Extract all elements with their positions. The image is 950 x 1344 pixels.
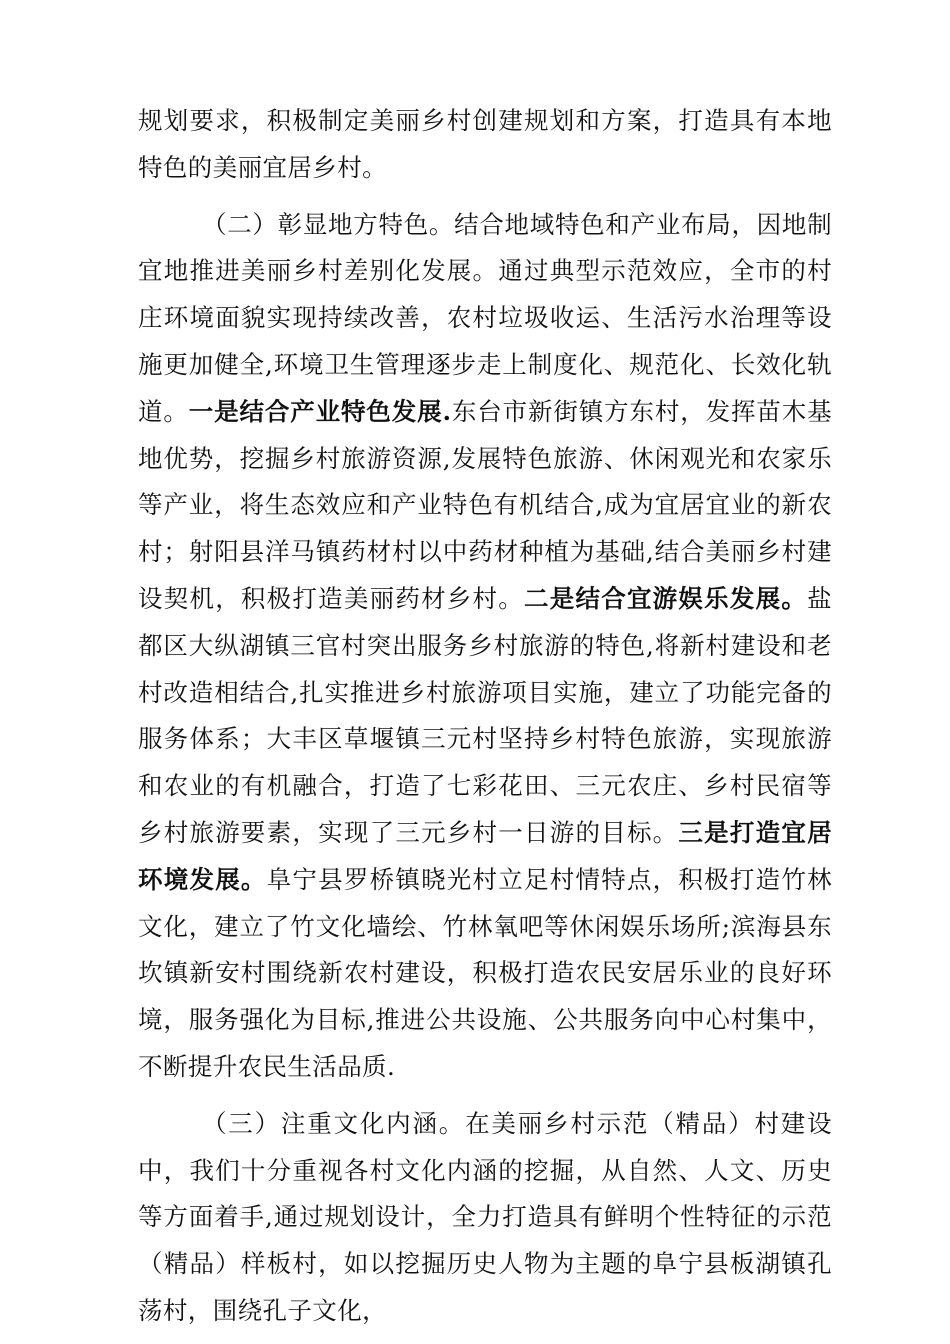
- document-page: [138, 98, 832, 1335]
- bold-heading-tourism: 二是结合宜游娱乐发展。: [524, 583, 808, 613]
- paragraph-2: [138, 202, 832, 1091]
- tourism-text: 盐都区大纵湖镇三官村突出服务乡村旅游的特色,将新村建设和老村改造相结合,扎实推进乡村旅游项目实施，建立了功能完备的服务体系；大丰区草堰镇三元村坚持乡村特色旅游，实现旅游和农业的有机融合，打造了七彩花田、三元农庄、乡村民宿等乡村旅游要素，实现了三元乡村一日游的目标。: [138, 583, 832, 847]
- paragraph-1: [138, 98, 832, 192]
- section-3-text: （三）注重文化内涵。在美丽乡村示范（精品）村建设中，我们十分重视各村文化内涵的挖掘，从自然、人文、历史等方面着手,通过规划设计，全力打造具有鲜明个性特征的示范（精品）样板村，如以挖掘历史人物为主题的阜宁县板湖镇孔荡村，围绕孔子文化，: [138, 1108, 832, 1325]
- bold-heading-industry: 一是结合产业特色发展.: [188, 396, 452, 426]
- paragraph-1-text: 规划要求，积极制定美丽乡村创建规划和方案，打造具有本地特色的美丽宜居乡村。: [138, 106, 832, 182]
- bold-heading-environment: 三是打造宜居环境发展。: [138, 817, 832, 894]
- environment-text: 阜宁县罗桥镇晓光村立足村情特点，积极打造竹林文化，建立了竹文化墙绘、竹林氧吧等休闲娱乐场所;滨海县东坎镇新安村围绕新农村建设，积极打造农民安居乐业的良好环境，服务强化为目标,推进公共设施、公共服务向中心村集中，不断提升农民生活品质.: [138, 864, 832, 1081]
- industry-text: 东台市新街镇方东村，发挥苗木基地优势，挖掘乡村旅游资源,发展特色旅游、休闲观光和农家乐等产业，将生态效应和产业特色有机结合,成为宜居宜业的新农村；射阳县洋马镇药材村以中药材种植为基础,结合美丽乡村建设契机，积极打造美丽药材乡村。: [138, 396, 832, 613]
- section-2-intro-text: （二）彰显地方特色。结合地域特色和产业布局，因地制宜地推进美丽乡村差别化发展。通过典型示范效应，全市的村庄环境面貌实现持续改善，农村垃圾收运、生活污水治理等设施更加健全,环境卫生管理逐步走上制度化、规范化、长效化轨道。: [138, 209, 832, 426]
- paragraph-3: [138, 1101, 832, 1335]
